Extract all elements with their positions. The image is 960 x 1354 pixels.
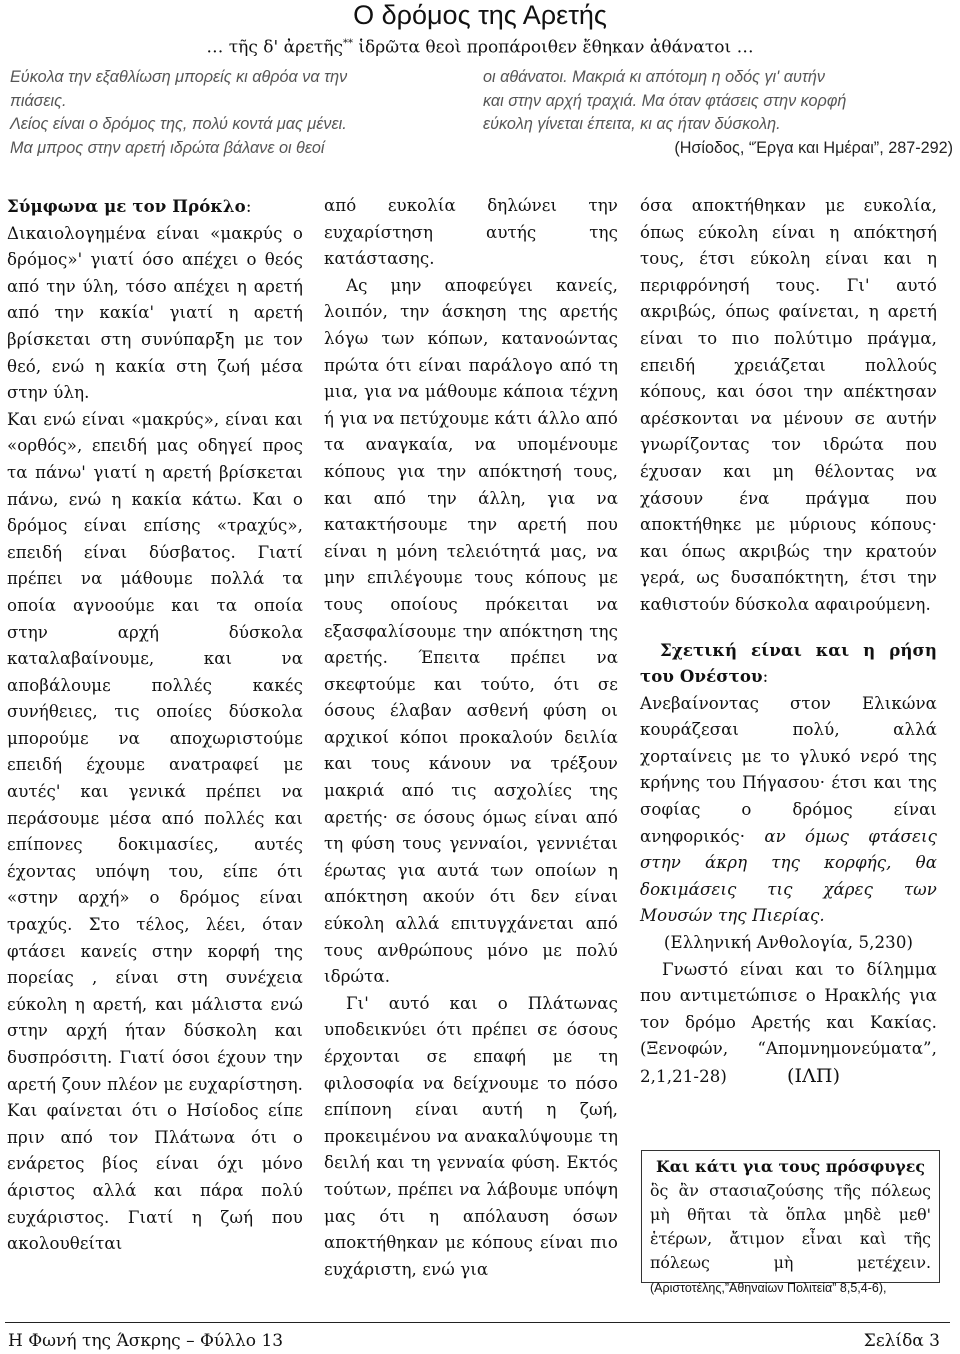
poem-right	[483, 66, 953, 160]
column-3	[640, 193, 937, 1091]
poem-left	[10, 66, 450, 160]
poem-line: οι αθάνατοι. Μακριά κι απότομη η οδός γι' αυτήν	[483, 68, 825, 86]
footnote-mark: **	[342, 38, 353, 49]
quote-source: (Αριστοτέλης,”Αθηναίων Πολιτεία” 8,5,4-6),	[650, 1281, 887, 1295]
poem-line: πιάσεις.	[10, 91, 67, 110]
paragraph: Δικαιολογημένα είναι «μακρύς ο δρόμος»' γιατί όσο απέχει ο θεός από την ύλη, τόσο απέχει η αρετή από την κακία' γιατί η αρετή βρίσκεται στη συνύπαρξη με τον θεό, ενώ η κακία στη ζωή μέσα στην ύλη.	[7, 223, 303, 403]
related-heading	[640, 637, 937, 691]
heading-colon: :	[245, 197, 252, 216]
epigraph	[0, 34, 960, 58]
poem-line: Μα μπρος στην αρετή ιδρώτα βάλανε οι θεοί	[10, 138, 325, 157]
verse	[640, 691, 937, 930]
paragraph: Ας μην αποφεύγει κανείς, λοιπόν, την άσκηση της αρετής λόγω των κόπων, κατανοώντας πρώτα ότι είναι παράλογο από τη μια, για να μάθουμε κάποια τέχνη ή για να πετύχουμε κάτι άλλο από τα αναγκαία, να υπομένουμε κόπους για την απόκτησή τους, και από την άλλη, για να κατακτήσουμε την αρετή που είναι η μόνη τελειότητά μας, να μην επιλέγουμε τους κόπους με τους οποίους πρόκειται να εξασφαλίσουμε την απόκτηση της αρετής. Έπειτα πρέπει να σκεφτούμε και τούτο, ότι σε όσους έλαβαν ασθενή φύση οι αρχικοί κόποι προκαλούν δειλία και τους κάνουν να τρέξουν μακριά από τις ασχολίες της αρετής· σε όσους όμως είναι από τη φύση τους γενναίοι, γεννιέται έρωτας για αυτά των οποίων η απόκτηση ακούν ότι δεν είναι εύκολη αλλά επιτυγχάνεται από τους ανθρώπους μόνο με πολύ ιδρώτα.	[324, 275, 618, 987]
page-title: Ο δρόμος της Αρετής	[353, 0, 607, 30]
poem-source: (Ησίοδος, “Έργα και Ημέραι”, 287-292)	[674, 138, 953, 157]
paragraph	[640, 957, 937, 1091]
poem-line: εύκολη γίνεται έπειτα, κι ας ήταν δύσκολη.	[483, 115, 781, 133]
footer-page-number: Σελίδα 3	[863, 1331, 940, 1351]
note-text: Γνωστό είναι και το δίλημμα που αντιμετώπισε ο Ηρακλής για τον δρόμο Αρετής και Κακίας.(Ξενοφών, “Απομνημονεύματα”, 2,1,21-28)	[640, 959, 937, 1086]
paragraph: Γι' αυτό και ο Πλάτωνας υποδεικνύει ότι πρέπει σε όσους έρχονται σε επαφή με τη φιλοσοφία να δείχνουμε το πόσο επίπονη είναι αυτή η ζωή, προκειμένου να ανακαλύψουμε τη δειλή και τη γενναία φύση. Εκτός τούτων, πρέπει να λάβουμε υπόψη μας ότι η απόλαυση όσων αποκτήθηκαν με κόπους είναι πιο ευχάριστη, ενώ για	[324, 993, 618, 1279]
related-heading-text: Σχετική είναι και η ρήση του Ονέστου	[640, 639, 937, 687]
verse-source: (Ελληνική Ανθολογία, 5,230)	[663, 933, 914, 953]
refugees-box	[641, 1150, 940, 1295]
heading-text: Σύμφωνα με τον Πρόκλο	[7, 196, 246, 216]
related-quote	[640, 637, 937, 1091]
column-1	[7, 193, 303, 1258]
epigraph-text-end: ἱδρῶτα θεοὶ προπάροιθεν ἔθηκαν ἀθάνατοι …	[352, 37, 754, 58]
poem-line: και στην αρχή τραχιά. Μα όταν φτάσεις στην κορφή	[483, 91, 847, 110]
related-heading-colon: :	[762, 667, 769, 687]
paragraph: από ευκολία δηλώνει την ευχαρίστηση αυτής της κατάστασης.	[324, 196, 618, 269]
box-quote	[650, 1179, 931, 1300]
box-heading: Και κάτι για τους πρόσφυγες	[656, 1157, 925, 1176]
verse-text: Ανεβαίνοντας στον Ελικώνα κουράζεσαι πολύ, αλλά χορταίνεις με το γλυκό νερό της κρήνης του Πήγασου· έτσι και της σοφίας ο δρόμος είναι ανηφορικός·	[640, 693, 937, 846]
quote-text: ὃς ἂν στασιαζούσης τῆς πόλεως μὴ θῆται τὰ ὅπλα μηδὲ μεθ' ἑτέρων, ἄτιμον εἶναι καὶ τῆς πόλεως μὴ μετέχειν.	[650, 1181, 931, 1272]
poem-line: Λείος είναι ο δρόμος της, πολύ κοντά μας μένει.	[10, 115, 347, 133]
paragraph: όσα αποκτήθηκαν με ευκολία, όπως εύκολη είναι η απόκτησή τους, έτσι εύκολη είναι και η περιφρόνησή τους. Γι' αυτό ακριβώς, όπως φαίνεται, η αρετή είναι το πιο πολύτιμο πράγμα, επειδή χρειάζεται πολλούς κόπους, και όσοι την απέκτησαν αρέσκονται να μένουν σε αυτήν γνωρίζοντας τον ιδρώτα που έχυσαν και μη θέλοντας να χάσουν ένα πράγμα που αποκτήθηκε με μύριους κόπους· και όπως ακριβώς την κρατούν γερά, ως δυσαπόκτητη, έτσι την καθιστούν δύσκολα αφαιρούμενη.	[640, 196, 937, 614]
footer-publication: Η Φωνή της Άσκρης – Φύλλο 13	[8, 1331, 284, 1351]
epigraph-text-start: … τῆς δ' ἀρετῆς	[206, 37, 343, 58]
paragraph: Και ενώ είναι «μακρύς», είναι και «ορθός», επειδή μας οδηγεί προς τα πάνω' γιατί η αρετή βρίσκεται πάνω, ενώ η κακία κάτω. Και ο δρόμος είναι επίσης «τραχύς», επειδή είναι δύσβατος. Γιατί πρέπει να μάθουμε πολλά τα οποία αγνοούμε και τα οποία στην αρχή δύσκολα καταλαβαίνουμε, και να αποβάλουμε πολλές κακές συνήθειες, τις οποίες δύσκολα μπορούμε να αποχωριστούμε επειδή έχουμε ανατραφεί με αυτές' και γενικά πρέπει να περάσουμε μέσα από πολλές και επίπονες δοκιμασίες, αυτές έχοντας υπόψη του, είπε ότι «στην αρχή» ο δρόμος είναι τραχύς. Στο τέλος, λέει, όταν φτάσει κανείς στην κορφή της πορείας , είναι στη συνέχεια εύκολη η αρετή, και μάλιστα ενώ στην αρχή ήταν δύσκολη και δυσπρόσιτη. Γιατί όσοι έχουν την αρετή ζουν πλέον με ευχαρίστηση. Και φαίνεται ότι ο Ησίοδος είπε πριν από τον Πλάτωνα ότι ο ενάρετος βίος είναι όχι μόνο άριστος αλλά και πάρα πολύ ευχάριστος. Γιατί η ζωή που ακολουθείται	[7, 409, 303, 1254]
column-2	[324, 193, 618, 1283]
verse-italic-text: αν όμως φτάσεις στην άκρη της κορφής, θα δοκιμάσεις τις χάρες των Μουσών της Πιερίας.	[640, 826, 937, 926]
poem-line: Εύκολα την εξαθλίωση μπορείς κι αθρόα να την	[10, 68, 348, 86]
section-heading	[7, 193, 303, 221]
footer-divider	[5, 1322, 950, 1323]
author-signature: (ΙΛΠ)	[786, 1065, 841, 1087]
